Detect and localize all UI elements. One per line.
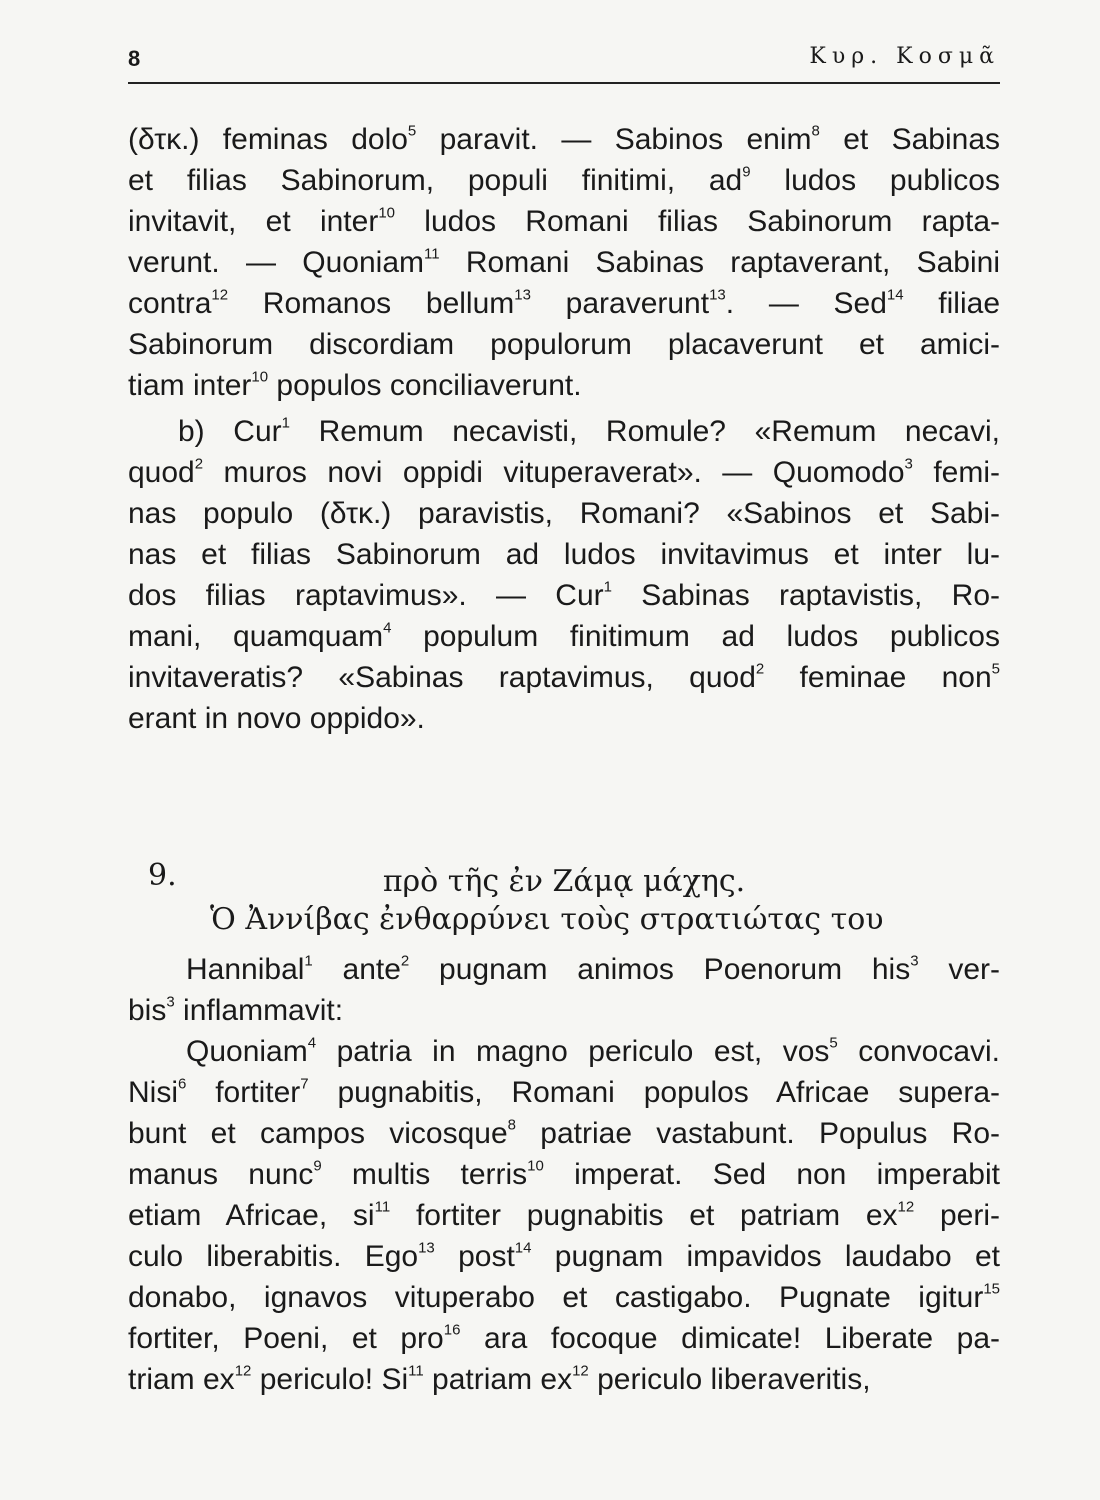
text-line: et filias Sabinorum, populi finitimi, $ad^9$ ludos publicos <box>128 163 1000 197</box>
footnote-marker: 14 <box>514 1239 532 1257</box>
text-line: (δτκ.) feminas dolo$^5$ paravit. — Sabinos enim$^8$ et Sabinas <box>128 122 1000 156</box>
text-line: Sabinorum discordiam populorum placaverunt et amici- <box>128 328 1000 361</box>
footnote-marker: 12 <box>211 286 229 304</box>
text-line: nas populo (δτκ.) paravistis, Romani? «Sabinos et Sabi- <box>128 497 1000 530</box>
footnote-marker: 11 <box>424 245 440 263</box>
running-head: Κυρ. Κοσμᾶ <box>809 44 1000 69</box>
text-line: invitaveratis? «Sabinas raptavimus, quod$^2$ feminae non$^5$ <box>128 660 1000 694</box>
footnote-marker: 9 <box>742 163 751 181</box>
footnote-marker: 1 <box>281 414 290 432</box>
text-line: triam $ex^{12}$ periculo! Si$^{11}$ patriam $ex^{12}$ periculo liberaveritis, <box>128 1362 871 1396</box>
footnote-marker: 11 <box>374 1198 391 1216</box>
footnote-marker: 5 <box>991 660 1000 678</box>
text-line: tiam inter$^{10}$ populos conciliaverunt. <box>128 368 582 402</box>
text-line: quod$^2$ muros novi oppidi vituperaverat». — Quomodo$^3$ femi- <box>128 455 1000 489</box>
footnote-marker: 2 <box>755 660 765 678</box>
text-line: bunt et campos vicosque$^8$ patriae vastabunt. Populus Ro- <box>128 1116 1000 1150</box>
footnote-marker: 13 <box>418 1239 435 1257</box>
footnote-marker: 10 <box>527 1157 544 1175</box>
footnote-marker: 7 <box>300 1075 309 1093</box>
footnote-marker: 2 <box>194 455 204 473</box>
page-header <box>128 40 1000 84</box>
text-line: Nisi$^6$ fortiter$^7$ pugnabitis, Romani populos Africae supera- <box>128 1075 1000 1109</box>
footnote-marker: 6 <box>178 1075 187 1093</box>
footnote-marker: 5 <box>829 1034 838 1052</box>
text-line: invitavit, et inter$^{10}$ ludos Romani filias Sabinorum rapta- <box>128 204 1000 238</box>
footnote-marker: 12 <box>234 1362 252 1380</box>
text-line: bis$^3$ inflammavit: <box>128 993 344 1027</box>
footnote-marker: 11 <box>408 1362 424 1380</box>
footnote-marker: 9 <box>313 1157 322 1175</box>
footnote-marker: 14 <box>886 286 904 304</box>
text-line: erant in novo oppido». <box>128 702 425 735</box>
text-line: mani, quamquam$^4$ populum finitimum ad ludos publicos <box>128 619 1000 653</box>
footnote-marker: 8 <box>811 122 820 140</box>
text-line: contra$^{12}$ Romanos bellum$^{13}$ paraverunt$^{13}$. — Sed$^{14}$ filiae <box>128 286 1000 320</box>
footnote-marker: 3 <box>910 952 919 970</box>
footnote-marker: 12 <box>572 1362 589 1380</box>
footnote-marker: 5 <box>407 122 417 140</box>
text-line: verunt. — Quoniam$^{11}$ Romani Sabinas raptaverant, Sabini <box>128 245 1000 279</box>
footnote-marker: 1 <box>304 952 313 970</box>
footnote-marker: 16 <box>443 1321 461 1339</box>
text-line: Quoniam$^4$ patria in magno periculo est, vos$^5$ convocavi. <box>186 1034 1000 1068</box>
footnote-marker: 4 <box>383 619 392 637</box>
page-number: 8 <box>128 46 141 71</box>
text-line: Hannibal$^1$ ante$^2$ pugnam animos Poenorum his$^3$ ver- <box>186 952 1000 986</box>
footnote-marker: 12 <box>897 1198 915 1216</box>
text-line: dos filias raptavimus». — Cur$^1$ Sabinas raptavistis, Ro- <box>128 578 1000 612</box>
section-title-text-1: Ὁ Ἀννίβας ἐνθαρρύνει τοὺς στρατιώτας του <box>210 902 884 937</box>
footnote-marker: 13 <box>514 286 531 304</box>
footnote-marker: 3 <box>904 455 913 473</box>
text-line: b) Cur$^1$ Remum necavisti, Romule? «Remum necavi, <box>178 414 1000 448</box>
text-line: donabo, ignavos vituperabo et castigabo. Pugnate igitur$^{15}$ <box>128 1280 1000 1314</box>
section-title-line-2: πρὸ τῆς ἐν Ζάμᾳ μάχης. <box>382 864 746 899</box>
text-line: nas et filias Sabinorum ad ludos invitavimus et inter lu- <box>128 538 1000 571</box>
text-line: etiam Africae, $si^{11}$ fortiter pugnabitis et patriam $ex^{12}$ peri- <box>128 1198 1000 1232</box>
text-line: fortiter, Poeni, et pro$^{16}$ ara focoque dimicate! Liberate pa- <box>128 1321 1000 1355</box>
footnote-marker: 10 <box>251 368 269 386</box>
footnote-marker: 15 <box>983 1280 1000 1298</box>
footnote-marker: 10 <box>378 204 396 222</box>
footnote-marker: 13 <box>709 286 726 304</box>
footnote-marker: 3 <box>166 993 175 1011</box>
text-line: manus nunc$^9$ multis terris$^{10}$ imperat. Sed non imperabit <box>128 1157 1000 1191</box>
footnote-marker: 4 <box>307 1034 317 1052</box>
section-number: 9. <box>148 858 177 893</box>
footnote-marker: 1 <box>603 578 612 596</box>
footnote-marker: 8 <box>507 1116 517 1134</box>
text-line: culo liberabitis. Ego$^{13}$ post$^{14}$ pugnam impavidos laudabo et <box>128 1239 1000 1273</box>
footnote-marker: 2 <box>400 952 410 970</box>
